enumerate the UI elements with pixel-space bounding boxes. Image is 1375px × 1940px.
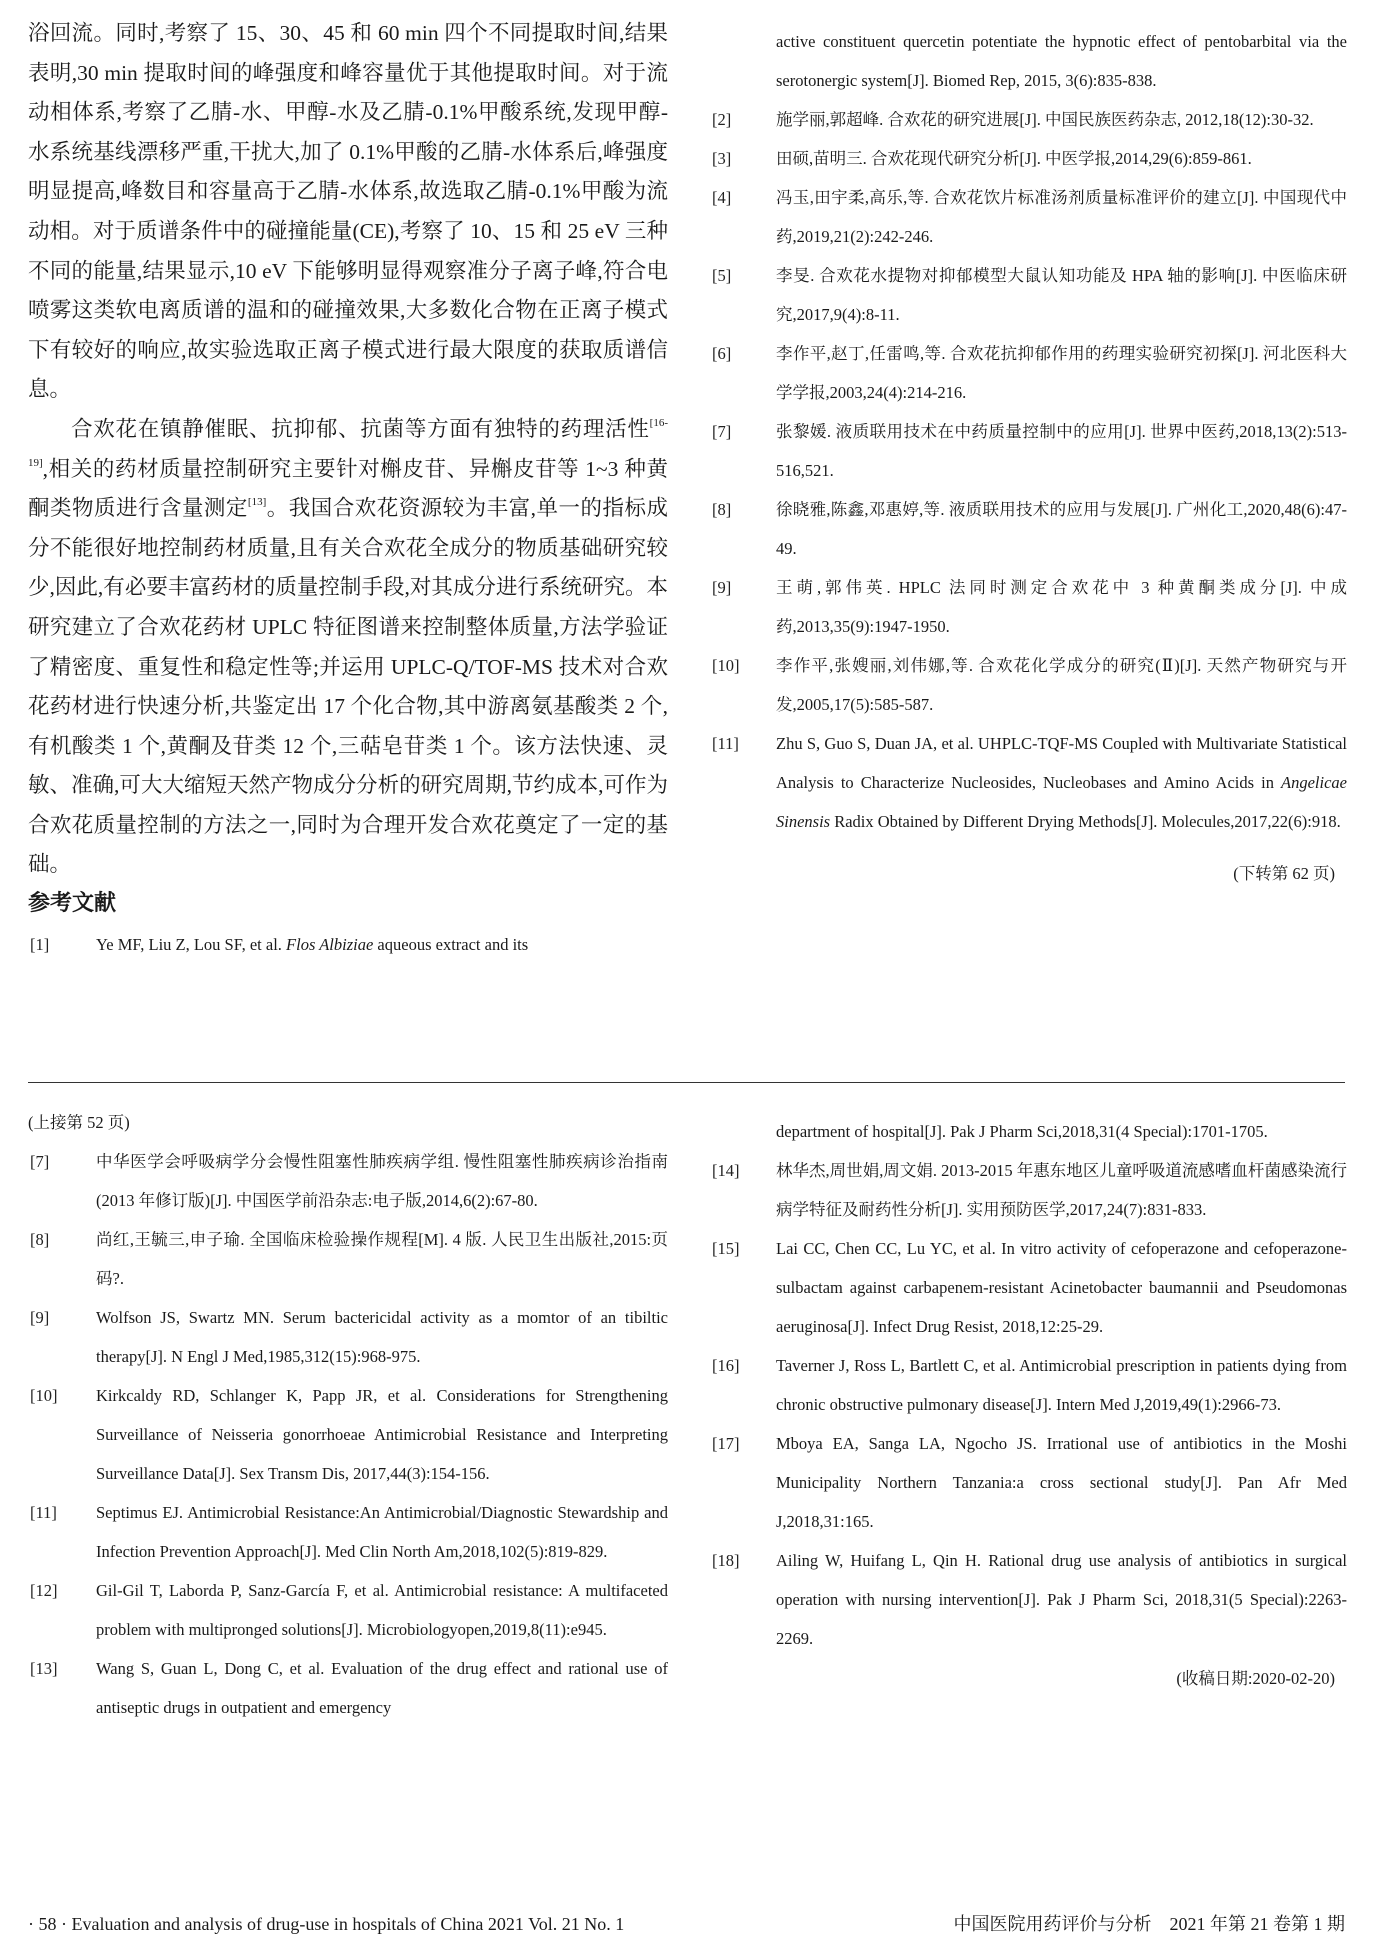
article-divider bbox=[28, 1082, 1345, 1083]
reference-text bbox=[96, 925, 668, 964]
reference-item bbox=[28, 1220, 668, 1298]
reference-list bbox=[712, 1151, 1347, 1658]
reference-number: [6] bbox=[712, 344, 732, 363]
upper-right-column bbox=[712, 22, 1347, 889]
continued-from-note: (上接第 52 页) bbox=[28, 1113, 130, 1132]
reference-item bbox=[712, 1541, 1347, 1658]
reference-item bbox=[712, 646, 1347, 724]
reference-number: [1] bbox=[30, 935, 50, 955]
reference-number: [11] bbox=[30, 1503, 57, 1522]
reference-text: Kirkcaldy RD, Schlanger K, Papp JR, et al. Considerations for Strengthening Surveillance of Neisseria gonorrhoeae Antimicrobial Resistance and Interpreting Surveillance Data[J]. Sex Transm Dis, 2017,44(3):154-156. bbox=[96, 1386, 668, 1483]
reference-number: [13] bbox=[30, 1659, 58, 1678]
paragraph-text: 合欢花在镇静催眠、抗抑郁、抗菌等方面有独特的药理活性 bbox=[71, 416, 650, 441]
reference-number: [7] bbox=[30, 1152, 50, 1171]
reference-number: [8] bbox=[712, 500, 732, 519]
reference-italic-term: Angelicae Sinensis bbox=[776, 773, 1347, 831]
reference-text: Wang S, Guan L, Dong C, et al. Evaluation of the drug effect and rational use of antiseptic drugs in outpatient and emergency bbox=[96, 1659, 668, 1717]
reference-text: 田硕,苗明三. 合欢花现代研究分析[J]. 中医学报,2014,29(6):859-861. bbox=[776, 149, 1252, 168]
reference-number: [2] bbox=[712, 110, 732, 129]
reference-text: 王萌,郭伟英. HPLC 法同时测定合欢花中 3 种黄酮类成分[J]. 中成药,2013,35(9):1947-1950. bbox=[776, 578, 1347, 636]
reference-item bbox=[712, 139, 1347, 178]
reference-text: Mboya EA, Sanga LA, Ngocho JS. Irrational use of antibiotics in the Moshi Municipality Northern Tanzania:a cross sectional study[J]. Pan Afr Med J,2018,31:165. bbox=[776, 1434, 1347, 1531]
reference-item bbox=[712, 1346, 1347, 1424]
reference-number: [18] bbox=[712, 1551, 740, 1570]
reference-item bbox=[712, 178, 1347, 256]
reference-text-part: aqueous extract and its bbox=[373, 935, 529, 955]
reference-text: 李作平,张嫂丽,刘伟娜,等. 合欢花化学成分的研究(Ⅱ)[J]. 天然产物研究与开发,2005,17(5):585-587. bbox=[776, 656, 1347, 714]
reference-number: [10] bbox=[30, 1386, 58, 1405]
reference-text: Ailing W, Huifang L, Qin H. Rational drug use analysis of antibiotics in surgical operation with nursing intervention[J]. Pak J Pharm Sci, 2018,31(5 Special):2263-2269. bbox=[776, 1551, 1347, 1648]
footer-page-info: · 58 · Evaluation and analysis of drug-use in hospitals of China 2021 Vol. 21 No. 1 bbox=[28, 1914, 625, 1934]
reference-item bbox=[712, 412, 1347, 490]
reference-text bbox=[776, 724, 1347, 841]
reference-item bbox=[712, 256, 1347, 334]
reference-item bbox=[28, 1376, 668, 1493]
reference-text: Lai CC, Chen CC, Lu YC, et al. In vitro activity of cefoperazone and cefoperazone-sulbactam against carbapenem-resistant Acinetobacter baumannii and Pseudomonas aeruginosa[J]. Infect Drug Resist, 2018,12:25-29. bbox=[776, 1239, 1347, 1336]
reference-text: 尚红,王毓三,申子瑜. 全国临床检验操作规程[M]. 4 版. 人民卫生出版社,2015:页码?. bbox=[96, 1230, 668, 1288]
reference-item bbox=[712, 724, 1347, 841]
footer-journal-name: 中国医院用药评价与分析 bbox=[953, 1914, 1152, 1934]
reference-text: department of hospital[J]. Pak J Pharm Sci,2018,31(4 Special):1701-1705. bbox=[776, 1122, 1268, 1141]
reference-text: 李旻. 合欢花水提物对抑郁模型大鼠认知功能及 HPA 轴的影响[J]. 中医临床研究,2017,9(4):8-11. bbox=[776, 266, 1347, 324]
reference-item bbox=[712, 568, 1347, 646]
reference-authors: Ye MF, Liu Z, Lou SF, et al. bbox=[96, 935, 287, 955]
body-paragraph bbox=[28, 410, 668, 885]
reference-item bbox=[712, 1424, 1347, 1541]
reference-item bbox=[28, 1142, 668, 1220]
body-paragraph: 浴回流。同时,考察了 15、30、45 和 60 min 四个不同提取时间,结果表明,30 min 提取时间的峰强度和峰容量优于其他提取时间。对于流动相体系,考察了乙腈-水、甲醇-水及乙腈-0.1%甲酸系统,发现甲醇-水系统基线漂移严重,干扰大,加了 0.1%甲酸的乙腈-水体系后,峰强度明显提高,峰数目和容量高于乙腈-水体系,故选取乙腈-0.1%甲酸为流动相。对于质谱条件中的碰撞能量(CE),考察了 10、15 和 25 eV 三种不同的能量,结果显示,10 eV 下能够明显得观察准分子离子峰,符合电喷雾这类软电离质谱的温和的碰撞效果,大多数化合物在正离子模式下有较好的响应,故实验选取正离子模式进行最大限度的获取质谱信息。 bbox=[28, 21, 668, 402]
reference-text: 张黎媛. 液质联用技术在中药质量控制中的应用[J]. 世界中医药,2018,13(2):513-516,521. bbox=[776, 422, 1347, 480]
received-date: (收稿日期:2020-02-20) bbox=[1176, 1669, 1335, 1688]
reference-item bbox=[28, 1493, 668, 1571]
reference-list bbox=[712, 100, 1347, 724]
reference-text-part: Radix Obtained by Different Drying Methods[J]. Molecules,2017,22(6):918. bbox=[830, 812, 1341, 831]
upper-left-column bbox=[28, 14, 668, 964]
lower-right-column bbox=[712, 1112, 1347, 1694]
reference-text: Taverner J, Ross L, Bartlett C, et al. Antimicrobial prescription in patients dying from chronic obstructive pulmonary disease[J]. Intern Med J,2019,49(1):2966-73. bbox=[776, 1356, 1347, 1414]
reference-number: [8] bbox=[30, 1230, 50, 1249]
reference-number: [9] bbox=[30, 1308, 50, 1327]
reference-item bbox=[712, 1151, 1347, 1229]
reference-number: [4] bbox=[712, 188, 732, 207]
reference-text: Septimus EJ. Antimicrobial Resistance:An Antimicrobial/Diagnostic Stewardship and Infection Prevention Approach[J]. Med Clin North Am,2018,102(5):819-829. bbox=[96, 1503, 668, 1561]
reference-text: 徐晓雅,陈鑫,邓惠婷,等. 液质联用技术的应用与发展[J]. 广州化工,2020,48(6):47-49. bbox=[776, 500, 1347, 558]
reference-text: Wolfson JS, Swartz MN. Serum bactericidal activity as a momtor of an tibiltic therapy[J]. N Engl J Med,1985,312(15):968-975. bbox=[96, 1308, 668, 1366]
reference-number: [11] bbox=[712, 734, 739, 753]
reference-item bbox=[712, 100, 1347, 139]
references-heading: 参考文献 bbox=[28, 891, 117, 917]
reference-number: [15] bbox=[712, 1239, 740, 1258]
reference-text: Gil-Gil T, Laborda P, Sanz-García F, et al. Antimicrobial resistance: A multifaceted problem with multipronged solutions[J]. Microbiologyopen,2019,8(11):e945. bbox=[96, 1581, 668, 1639]
reference-continuation bbox=[712, 1112, 1347, 1151]
reference-number: [12] bbox=[30, 1581, 58, 1600]
reference-italic-term: Flos Albiziae bbox=[286, 935, 374, 955]
citation-marker[interactable]: [16-19] bbox=[28, 416, 668, 469]
reference-item bbox=[712, 1229, 1347, 1346]
reference-number: [7] bbox=[712, 422, 732, 441]
reference-item bbox=[28, 1649, 668, 1727]
reference-text: 冯玉,田宇柔,高乐,等. 合欢花饮片标准汤剂质量标准评价的建立[J]. 中国现代中药,2019,21(2):242-246. bbox=[776, 188, 1347, 246]
reference-text: 李作平,赵丁,任雷鸣,等. 合欢花抗抑郁作用的药理实验研究初探[J]. 河北医科大学学报,2003,24(4):214-216. bbox=[776, 344, 1347, 402]
reference-number: [16] bbox=[712, 1356, 740, 1375]
reference-number: [10] bbox=[712, 656, 740, 675]
continued-on-note: (下转第 62 页) bbox=[1233, 864, 1335, 883]
reference-item bbox=[28, 925, 668, 964]
reference-item bbox=[28, 1571, 668, 1649]
footer-issue: 2021 年第 21 卷第 1 期 bbox=[1169, 1914, 1345, 1934]
reference-item bbox=[28, 1298, 668, 1376]
reference-text: active constituent quercetin potentiate the hypnotic effect of pentobarbital via the serotonergic system[J]. Biomed Rep, 2015, 3(6):835-838. bbox=[776, 32, 1347, 90]
reference-text-part: Zhu S, Guo S, Duan JA, et al. UHPLC-TQF-MS Coupled with Multivariate Statistical Analysis to Characterize Nucleosides, Nucleobases and Amino Acids in bbox=[776, 734, 1347, 792]
reference-continuation bbox=[712, 22, 1347, 100]
reference-number: [3] bbox=[712, 149, 732, 168]
paragraph-text: 。我国合欢花资源较为丰富,单一的指标成分不能很好地控制药材质量,且有关合欢花全成分的物质基础研究较少,因此,有必要丰富药材的质量控制手段,对其成分进行系统研究。本研究建立了合欢花药材 UPLC 特征图谱来控制整体质量,方法学验证了精密度、重复性和稳定性等;并运用 UPLC-Q/TOF-MS 技术对合欢花药材进行快速分析,共鉴定出 17 个化合物,其中游离氨基酸类 2 个,有机酸类 1 个,黄酮及苷类 12 个,三萜皂苷类 1 个。该方法快速、灵敏、准确,可大大缩短天然产物成分分析的研究周期,节约成本,可作为合欢花质量控制的方法之一,同时为合理开发合欢花奠定了一定的基础。 bbox=[28, 496, 668, 877]
reference-text: 施学丽,郭超峰. 合欢花的研究进展[J]. 中国民族医药杂志, 2012,18(12):30-32. bbox=[776, 110, 1314, 129]
reference-list bbox=[28, 1142, 668, 1727]
reference-number: [5] bbox=[712, 266, 732, 285]
reference-number: [17] bbox=[712, 1434, 740, 1453]
reference-item bbox=[712, 490, 1347, 568]
reference-number: [9] bbox=[712, 578, 732, 597]
citation-marker[interactable]: [13] bbox=[247, 496, 267, 509]
reference-item bbox=[712, 334, 1347, 412]
paragraph-text: ,相关的药材质量控制研究主要针对槲皮苷、异槲皮苷等 1~3 种黄酮类物质进行含量测定 bbox=[28, 456, 668, 521]
reference-text: 林华杰,周世娟,周文娟. 2013-2015 年惠东地区儿童呼吸道流感嗜血杆菌感染流行病学特征及耐药性分析[J]. 实用预防医学,2017,24(7):831-833. bbox=[776, 1161, 1347, 1219]
footer-journal-info bbox=[954, 1912, 1346, 1936]
reference-text: 中华医学会呼吸病学分会慢性阻塞性肺疾病学组. 慢性阻塞性肺疾病诊治指南(2013 年修订版)[J]. 中国医学前沿杂志:电子版,2014,6(2):67-80. bbox=[96, 1152, 668, 1210]
lower-left-column bbox=[28, 1108, 668, 1727]
reference-number: [14] bbox=[712, 1161, 740, 1180]
